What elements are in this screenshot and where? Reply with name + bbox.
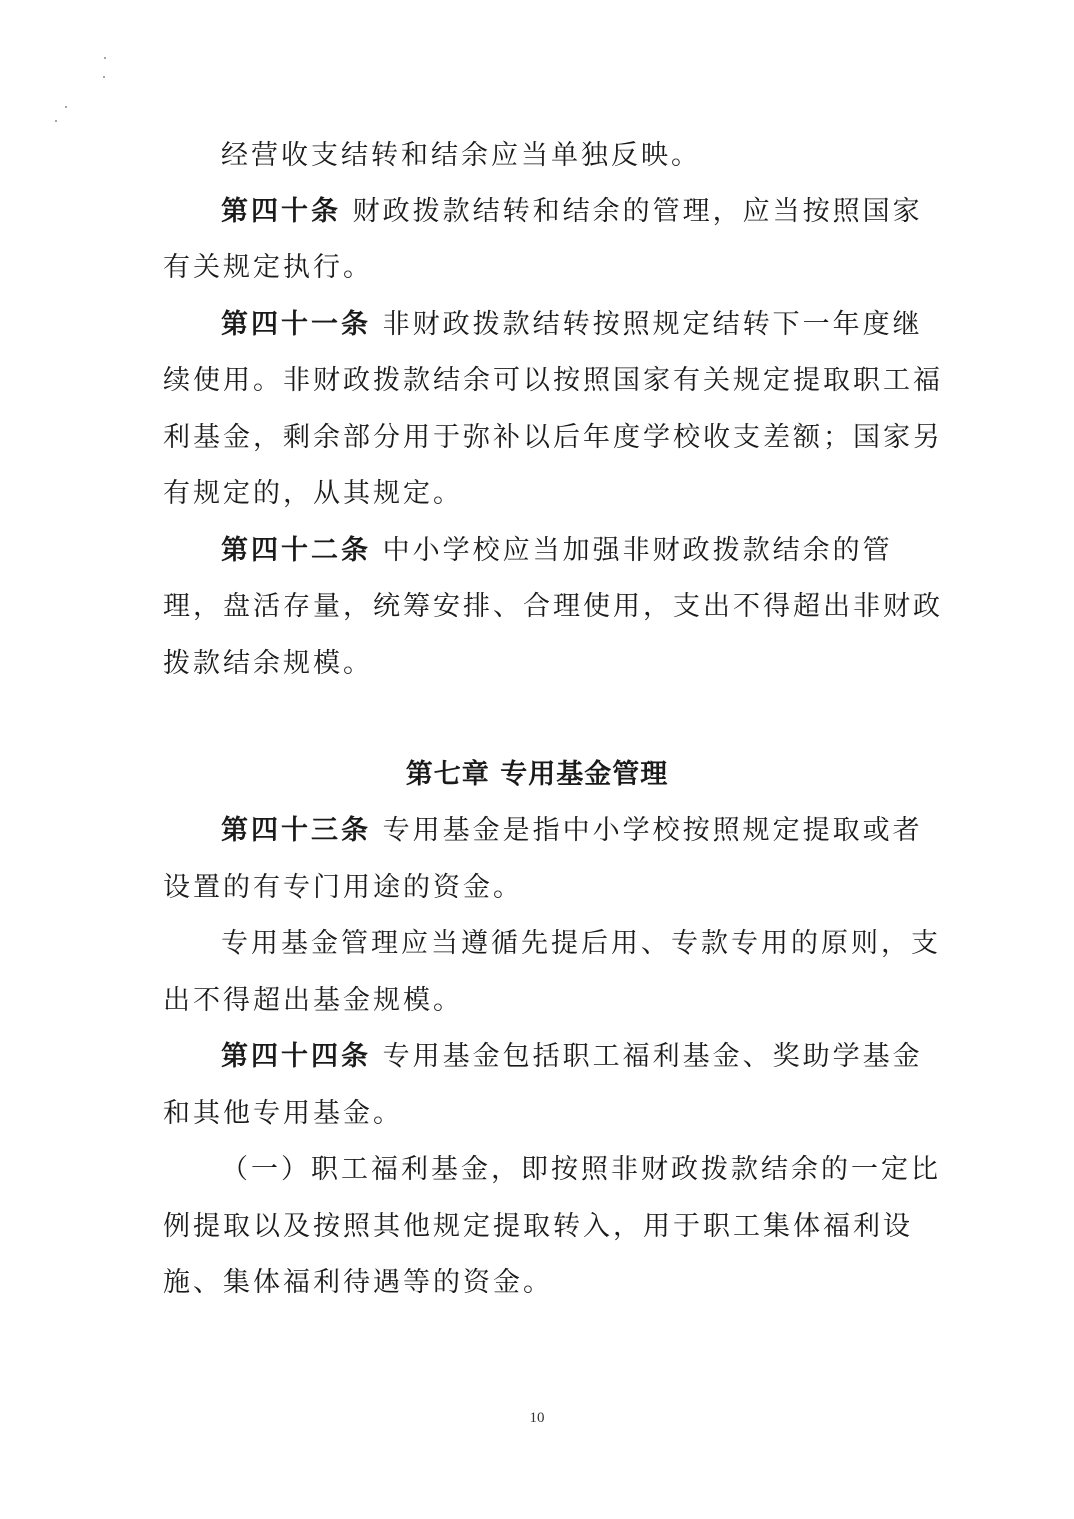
text-line	[163, 874, 523, 901]
line-text: 设置的有专门用途的资金。	[163, 872, 523, 903]
line-text: 财政拨款结转和结余的管理，应当按照国家	[352, 196, 923, 227]
line-text: 施、集体福利待遇等的资金。	[163, 1267, 553, 1298]
article-line	[221, 198, 923, 225]
line-text: 和其他专用基金。	[163, 1098, 403, 1129]
text-line	[163, 1269, 553, 1296]
text-line	[163, 254, 373, 281]
line-text: 经营收支结转和结余应当单独反映。	[221, 140, 701, 171]
text-line	[163, 1100, 403, 1127]
article-label: 第四十一条	[221, 309, 371, 340]
scan-speck	[65, 106, 67, 108]
scan-speck	[103, 76, 105, 78]
line-text: 续使用。非财政拨款结余可以按照国家有关规定提取职工福	[163, 365, 943, 396]
line-text: 例提取以及按照其他规定提取转入，用于职工集体福利设	[163, 1211, 913, 1242]
line-text: 专用基金包括职工福利基金、奖助学基金	[382, 1041, 923, 1072]
text-line	[163, 1213, 913, 1240]
text-line	[221, 930, 941, 957]
text-line	[163, 593, 943, 620]
article-label: 第四十二条	[221, 535, 371, 566]
text-line	[163, 367, 943, 394]
line-text: （一）职工福利基金，即按照非财政拨款结余的一定比	[221, 1154, 941, 1185]
text-line	[221, 1156, 941, 1183]
line-text: 拨款结余规模。	[163, 648, 373, 679]
text-line	[163, 987, 463, 1014]
scan-speck	[104, 57, 106, 59]
article-line	[221, 311, 923, 338]
text-line	[163, 480, 463, 507]
line-text: 理，盘活存量，统筹安排、合理使用，支出不得超出非财政	[163, 591, 943, 622]
line-text: 专用基金管理应当遵循先提后用、专款专用的原则，支	[221, 928, 941, 959]
line-text: 有关规定执行。	[163, 252, 373, 283]
article-label: 第四十四条	[221, 1041, 371, 1072]
line-text: 专用基金是指中小学校按照规定提取或者	[382, 815, 923, 846]
text-line	[163, 424, 943, 451]
page-number: 10	[529, 1410, 545, 1426]
scan-speck	[55, 120, 57, 122]
chapter-heading: 第七章 专用基金管理	[405, 759, 669, 790]
line-text: 中小学校应当加强非财政拨款结余的管	[382, 535, 893, 566]
article-line	[221, 537, 893, 564]
text-line	[163, 650, 373, 677]
article-line	[221, 817, 923, 844]
article-label: 第四十三条	[221, 815, 371, 846]
text-line	[221, 142, 701, 169]
article-label: 第四十条	[221, 196, 341, 227]
line-text: 利基金，剩余部分用于弥补以后年度学校收支差额；国家另	[163, 422, 943, 453]
line-text: 有规定的，从其规定。	[163, 478, 463, 509]
line-text: 出不得超出基金规模。	[163, 985, 463, 1016]
line-text: 非财政拨款结转按照规定结转下一年度继	[382, 309, 923, 340]
article-line	[221, 1043, 923, 1070]
